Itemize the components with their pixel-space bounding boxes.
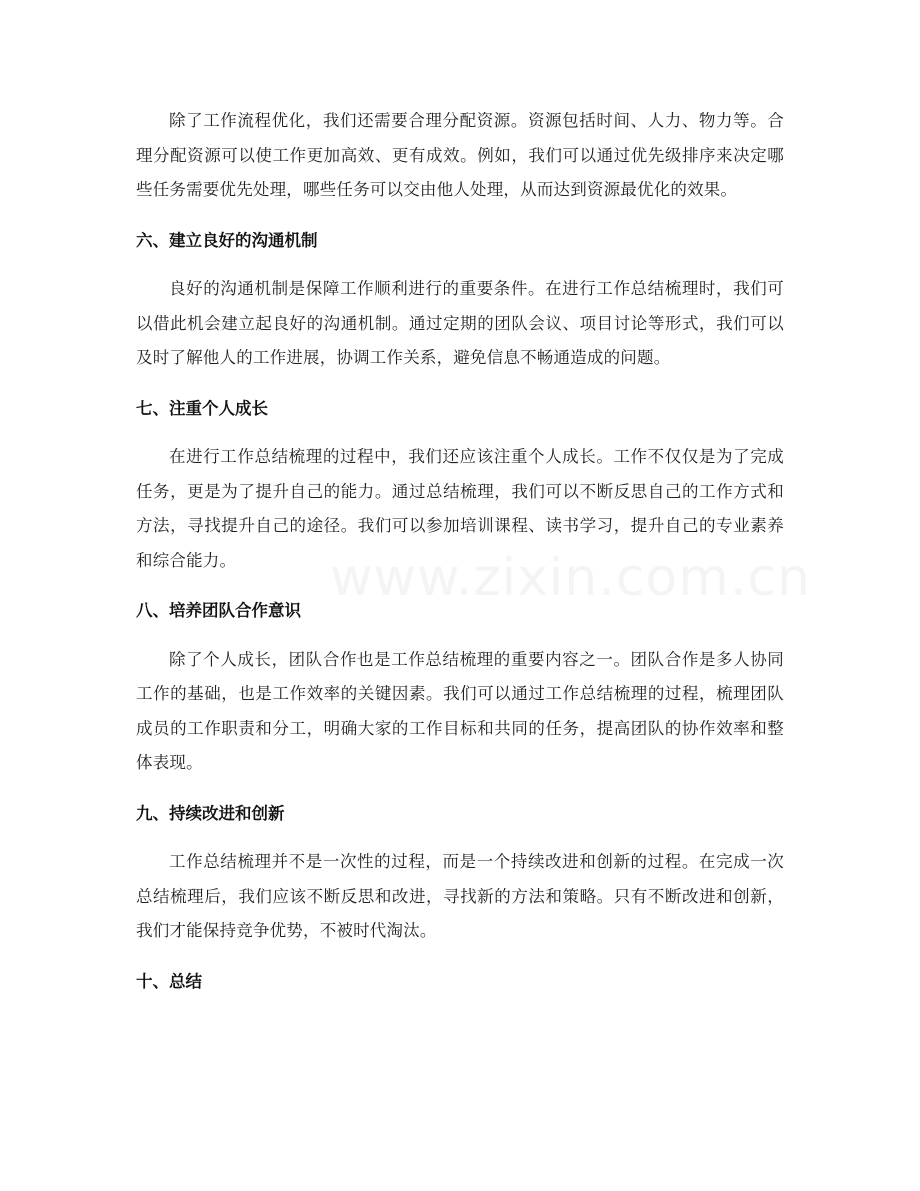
section-heading-7: 七、注重个人成长 [136, 398, 268, 418]
section-heading-9: 九、持续改进和创新 [136, 803, 285, 823]
section-heading-10: 十、总结 [136, 971, 202, 991]
paragraph-communication: 良好的沟通机制是保障工作顺利进行的重要条件。在进行工作总结梳理时，我们可以借此机会建立起良好的沟通机制。通过定期的团队会议、项目讨论等形式，我们可以及时了解他人的工作进展，协调工作关系，避免信息不畅通造成的问题。 [136, 279, 784, 367]
paragraph-personal-growth: 在进行工作总结梳理的过程中，我们还应该注重个人成长。工作不仅仅是为了完成任务，更是为了提升自己的能力。通过总结梳理，我们可以不断反思自己的工作方式和方法，寻找提升自己的途径。我们可以参加培训课程、读书学习，提升自己的专业素养和综合能力。 [136, 447, 784, 570]
paragraph-teamwork: 除了个人成长，团队合作也是工作总结梳理的重要内容之一。团队合作是多人协同工作的基础，也是工作效率的关键因素。我们可以通过工作总结梳理的过程，梳理团队成员的工作职责和分工，明确大家的工作目标和共同的任务，提高团队的协作效率和整体表现。 [136, 649, 784, 772]
document-body [136, 104, 784, 1013]
paragraph-improvement: 工作总结梳理并不是一次性的过程，而是一个持续改进和创新的过程。在完成一次总结梳理后，我们应该不断反思和改进，寻找新的方法和策略。只有不断改进和创新，我们才能保持竞争优势，不被时代淘汰。 [136, 852, 784, 940]
section-heading-6: 六、建立良好的沟通机制 [136, 230, 318, 250]
section-heading-8: 八、培养团队合作意识 [136, 601, 301, 620]
watermark: www.zixin.com.cn [330, 548, 811, 608]
paragraph-resource-allocation: 除了工作流程优化，我们还需要合理分配资源。资源包括时间、人力、物力等。合理分配资源可以使工作更加高效、更有成效。例如，我们可以通过优先级排序来决定哪些任务需要优先处理，哪些任务可以交由他人处理，从而达到资源最优化的效果。 [136, 111, 784, 199]
